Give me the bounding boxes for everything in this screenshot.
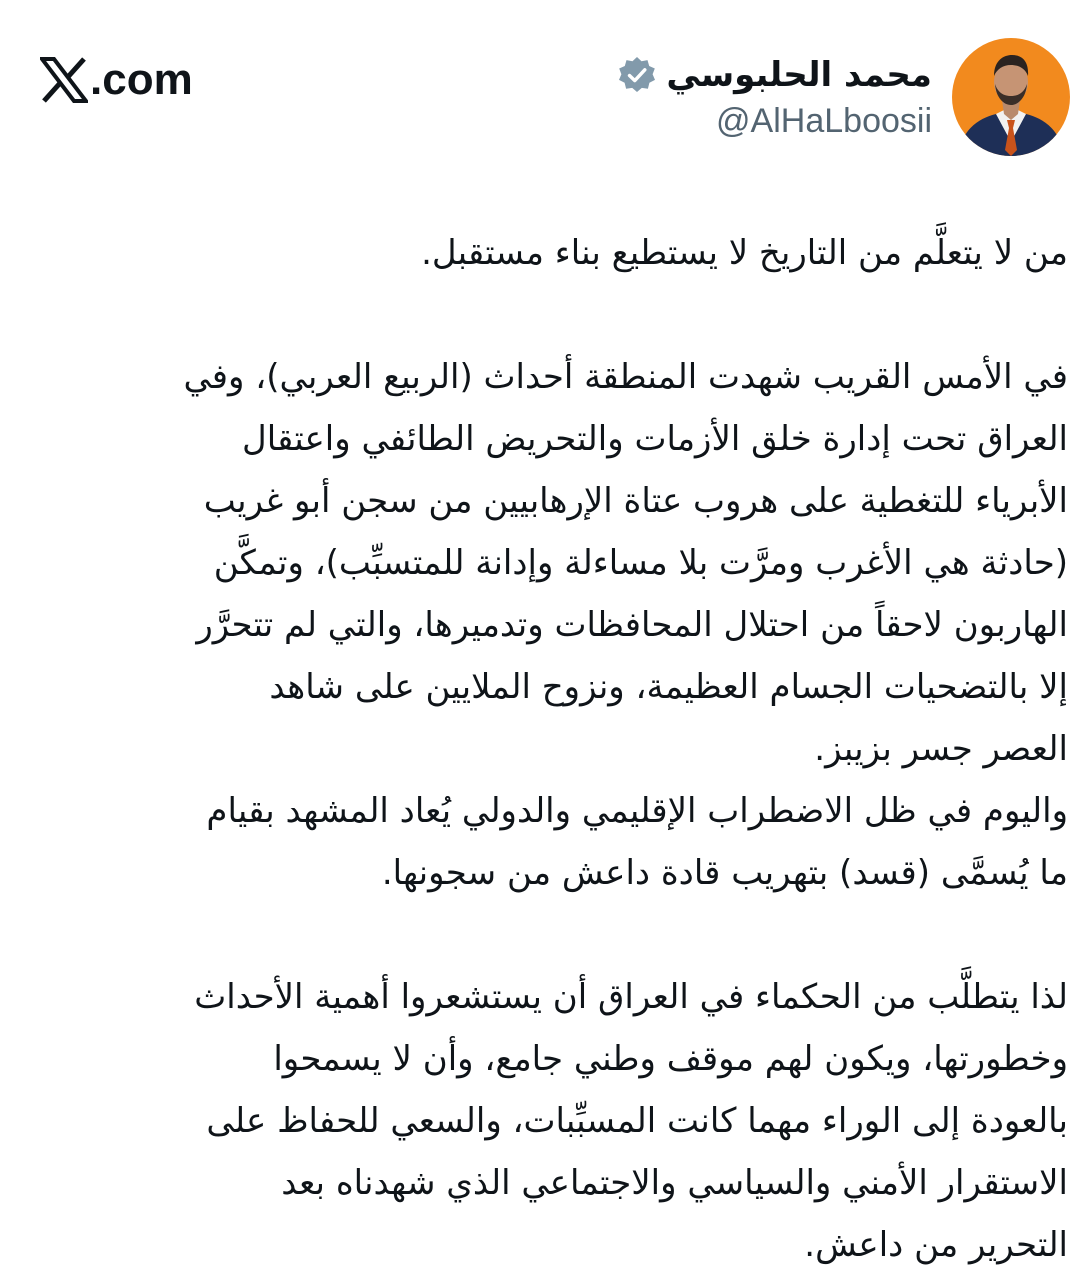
x-logo-icon [40,57,88,103]
tweet-line: بالعودة إلى الوراء مهما كانت المسبِّبات، والسعي للحفاظ على [206,1101,1068,1141]
author-block[interactable] [618,38,1070,156]
tweet-line: التحرير من داعش. [804,1225,1068,1265]
author-display-name[interactable]: محمد الحلبوسي [666,55,932,95]
tweet-line: إلا بالتضحيات الجسام العظيمة، ونزوح الملايين على شاهد [269,667,1068,707]
author-handle[interactable]: @AlHaLboosii [716,102,932,140]
avatar[interactable] [952,38,1070,156]
paragraph-gap [20,904,1068,966]
name-row [618,51,932,99]
tweet-line: (حادثة هي الأغرب ومرَّت بلا مساءلة وإدانة للمتسبِّب)، وتمكَّن [213,543,1068,583]
tweet-line: ما يُسمَّى (قسد) بتهريب قادة داعش من سجونها. [381,853,1068,893]
paragraph-gap [20,284,1068,346]
tweet-paragraph [20,966,1068,1276]
tweet-line: العصر جسر بزيبز. [814,729,1068,769]
tweet-line: الهاربون لاحقاً من احتلال المحافظات وتدميرها، والتي لم تتحرَّر [196,605,1068,645]
x-brand[interactable] [40,50,193,110]
tweet-header [0,0,1090,170]
tweet-line: في الأمس القريب شهدت المنطقة أحداث (الربيع العربي)، وفي [183,357,1068,397]
tweet-line: العراق تحت إدارة خلق الأزمات والتحريض الطائفي واعتقال [241,419,1068,459]
tweet-line: وخطورتها، ويكون لهم موقف وطني جامع، وأن لا يسمحوا [273,1039,1068,1079]
tweet-paragraph [20,222,1068,284]
tweet-line: الاستقرار الأمني والسياسي والاجتماعي الذي شهدناه بعد [281,1163,1068,1203]
tweet-line: من لا يتعلَّم من التاريخ لا يستطيع بناء مستقبل. [421,233,1068,273]
tweet-paragraph [20,346,1068,904]
verified-badge-icon [618,56,656,94]
tweet-line: لذا يتطلَّب من الحكماء في العراق أن يستشعروا أهمية الأحداث [194,977,1068,1017]
tweet-line: الأبرياء للتغطية على هروب عتاة الإرهابيين من سجن أبو غريب [203,481,1068,521]
tweet-text [20,222,1068,1276]
tweet-line: واليوم في ظل الاضطراب الإقليمي والدولي يُعاد المشهد بقيام [206,791,1068,831]
x-domain-text: .com [90,55,193,104]
author-names [618,51,932,143]
